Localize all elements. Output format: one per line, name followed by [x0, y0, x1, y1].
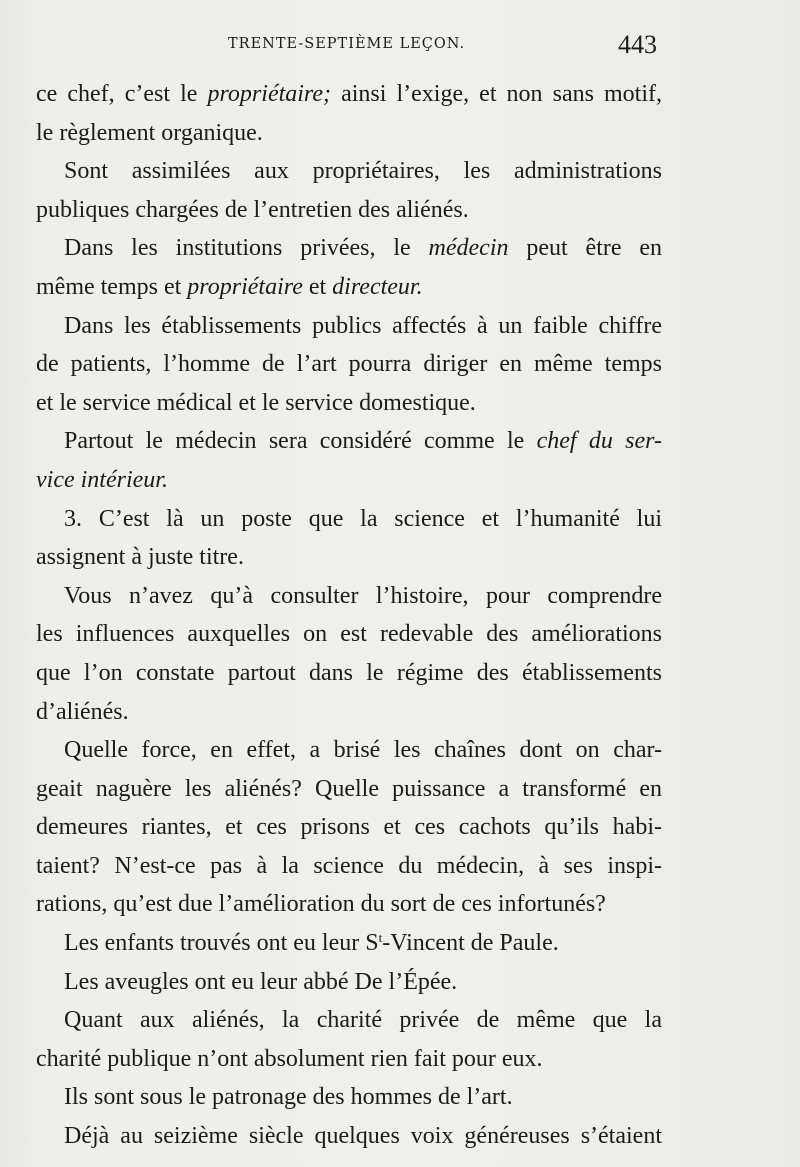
text-run: -Vincent de Paule. — [382, 930, 559, 957]
text-run: que l’on constate partout dans le régime des établissements — [36, 659, 662, 686]
text-run: publiques chargées de l’entretien des aliénés. — [36, 196, 469, 223]
text-run: Ils sont sous le patronage des hommes de l’art. — [64, 1084, 513, 1111]
text-run: et — [302, 273, 333, 300]
text-run: geait naguère les aliénés? Quelle puissance a transformé en — [36, 775, 662, 802]
text-line — [36, 693, 662, 732]
text-line — [36, 963, 662, 1002]
text-run: ce chef, c’est le — [36, 81, 208, 107]
text-line — [36, 885, 662, 924]
italic-text: directeur. — [332, 273, 423, 300]
text-run: charité publique n’ont absolument rien fait pour eux. — [36, 1045, 543, 1072]
text-run: Sont assimilées aux propriétaires, les administrations — [64, 158, 662, 185]
text-run: et le service médical et le service domestique. — [36, 389, 476, 416]
text-run: taient? N’est-ce pas à la science du médecin, à ses inspi- — [36, 852, 662, 879]
text-run: de patients, l’homme de l’art pourra diriger en même temps — [36, 351, 662, 378]
text-line — [36, 1117, 662, 1156]
text-line — [36, 229, 662, 268]
text-line — [36, 307, 662, 346]
text-line — [36, 75, 662, 114]
text-line — [36, 500, 662, 539]
page-number: 443 — [618, 30, 657, 59]
text-run: ainsi l’exige, et non sans motif, — [331, 81, 663, 107]
text-line — [36, 615, 662, 654]
text-line — [36, 384, 662, 423]
text-run: Déjà au seizième siècle quelques voix généreuses s’étaient — [64, 1123, 662, 1150]
text-line — [36, 538, 662, 577]
body-text — [36, 75, 662, 1156]
italic-text: propriétaire; — [207, 81, 332, 107]
text-line — [36, 268, 662, 307]
running-title: TRENTE-SEPTIÈME LEÇON. — [228, 36, 466, 52]
text-run: les influences auxquelles on est redevable des améliorations — [36, 621, 662, 648]
italic-text: médecin — [428, 235, 509, 262]
text-line — [36, 1001, 662, 1040]
text-line — [36, 114, 662, 153]
text-run: peut être en — [508, 235, 663, 262]
text-line — [36, 808, 662, 847]
text-line — [36, 847, 662, 886]
text-line — [36, 654, 662, 693]
text-run: Les aveugles ont eu leur abbé De l’Épée. — [64, 968, 458, 995]
text-line — [36, 422, 662, 461]
text-run: d’aliénés. — [36, 698, 129, 725]
text-line — [36, 770, 662, 809]
text-line — [36, 1078, 662, 1117]
text-line — [36, 461, 662, 500]
text-run: même temps et — [36, 273, 188, 300]
text-line — [36, 924, 662, 963]
text-run: 3. C’est là un poste que la science et l’humanité lui — [64, 505, 662, 532]
text-run: Quant aux aliénés, la charité privée de même que la — [64, 1007, 662, 1034]
text-line — [36, 345, 662, 384]
text-run: rations, qu’est due l’amélioration du sort de ces infortunés? — [36, 891, 606, 918]
text-line — [36, 731, 662, 770]
text-line — [36, 577, 662, 616]
text-run: Vous n’avez qu’à consulter l’histoire, pour comprendre — [64, 582, 662, 609]
text-line — [36, 191, 662, 230]
italic-text: vice intérieur. — [36, 466, 168, 493]
text-run: Dans les institutions privées, le — [64, 235, 429, 262]
text-run: demeures riantes, et ces prisons et ces cachots qu’ils habi- — [36, 814, 662, 841]
superscript-text: t — [378, 930, 383, 946]
text-run: Dans les établissements publics affectés à un faible chiffre — [64, 312, 662, 339]
italic-text: propriétaire — [187, 273, 303, 300]
italic-text: chef du ser- — [536, 428, 662, 455]
text-run: assignent à juste titre. — [36, 544, 244, 571]
text-run: Quelle force, en effet, a brisé les chaînes dont on char- — [64, 737, 662, 764]
text-run: Partout le médecin sera considéré comme le — [64, 428, 537, 455]
text-line — [36, 152, 662, 191]
text-run: Les enfants trouvés ont eu leur S — [64, 930, 379, 957]
text-line — [36, 1040, 662, 1079]
page-header — [0, 30, 800, 66]
text-run: le règlement organique. — [36, 119, 263, 146]
